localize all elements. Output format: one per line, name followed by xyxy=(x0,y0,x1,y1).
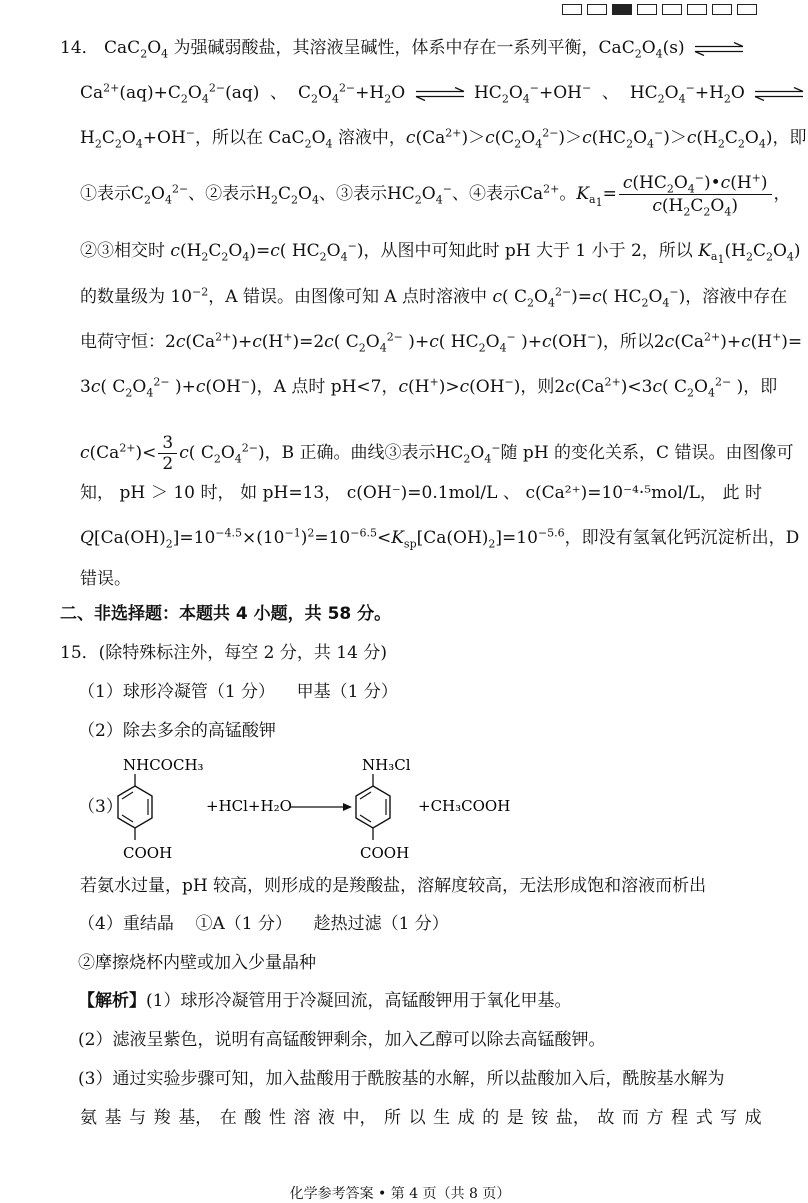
equilibrium-arrow-icon xyxy=(415,87,465,101)
reactant-bottom-group: COOH xyxy=(123,844,173,862)
q15-answer-2: （2）除去多余的高锰酸钾 xyxy=(78,721,276,741)
section-heading: 二、非选择题：本题共 4 小题，共 58 分。 xyxy=(60,604,392,624)
page-box xyxy=(562,4,582,15)
q15-answer-4-2: ②摩擦烧杯内壁或加入少量晶种 xyxy=(78,953,316,973)
q14-line-1: 14． $CaC_2O_4$ 为强碱弱酸盐，其溶液呈碱性，体系中存在一系列平衡，$CaC_2O_4(s)$ xyxy=(60,38,762,58)
q14-line-2: $Ca^{2+}(aq)+C_2O_4^{2-}(aq)$ 、 $C_2O_4^{2-}+H_2O$ $HC_2O_4^-+OH^-$ 、 $HC_2O_4^-+H_2O$ xyxy=(80,83,762,103)
ka1-fraction: $\frac{c(HC_2O_4^-)•c(H^+)}{c(H_2C_2O_4)}$ xyxy=(619,172,772,217)
q15-answer-1: （1）球形冷凝管（1 分） 甲基（1 分） xyxy=(78,682,398,702)
q14-line-10: 知， pH ＞ 10 时， 如 pH=13， c(OH⁻)=0.1mol/L 、 c(Ca²⁺)=10⁻⁴·⁵mol/L， 此 时 xyxy=(80,483,762,503)
q14-line-9: $c(Ca^{2+})<$ $\frac{3}{2}$ c( $C_2O_4^{2-}$)，B 正确。曲线③表示$HC_2O_4^-$随 pH 的变化关系，C 错误。由图像可 xyxy=(80,433,794,474)
page-indicator xyxy=(562,4,757,15)
reaction-scheme xyxy=(100,752,540,867)
page-box xyxy=(737,4,757,15)
q14-line-4: ①表示$C_2O_4^{2-}$、②表示$H_2C_2O_4$、③表示$HC_2O_4^-$、④表示$Ca^{2+}$。$K_{a_1}=$ $\frac{c(HC_2O_4^-)•c(H^+)}{c(H_2C_2O_4)}$ ， xyxy=(80,171,791,219)
q14-intro: 为强碱弱酸盐，其溶液呈碱性，体系中存在一系列平衡， xyxy=(173,38,599,58)
q14-line-3: $H_2C_2O_4+OH^-$，所以在 $CaC_2O_4$ 溶液中，$c(Ca^{2+})>c(C_2O_4^{2-})>c(HC_2O_4^-)>c(H_2C_2O_4)$，即 xyxy=(80,126,807,151)
page-footer: 化学参考答案 • 第 4 页（共 8 页） xyxy=(289,1186,511,1202)
analysis-line-2: (2）滤液呈紫色，说明有高锰酸钾剩余，加入乙醇可以除去高锰酸钾。 xyxy=(78,1030,606,1050)
q14-line-6: 的数量级为 $10^{-2}$，A 错误。由图像可知 A 点时溶液中 c( $C_2O_4^{2-})=c$( $HC_2O_4^-$)，溶液中存在 xyxy=(80,285,788,310)
q14-line-7: 电 荷 守 恒： $2c(Ca^{2+})+c(H^+)=2c$( $C_2O_4^{2-}$ )+c( $HC_2O_4^-$ )+c(OH−) ，所以 $2c(Ca^{2+})+c(H^+)=$ xyxy=(80,330,803,355)
page-box xyxy=(662,4,682,15)
reactant-top-group: NHCOCH₃ xyxy=(123,756,204,774)
page-box xyxy=(637,4,657,15)
analysis-line-1: 【解析】(1）球形冷凝管用于冷凝回流，高锰酸钾用于氧化甲基。 xyxy=(78,991,572,1011)
analysis-line-3: (3）通过实验步骤可知，加入盐酸用于酰胺基的水解，所以盐酸加入后，酰胺基水解为 xyxy=(78,1069,725,1089)
equilibrium-arrow-icon xyxy=(754,87,804,101)
q15-answer-3-note: 若氨水过量，pH 较高，则形成的是羧酸盐，溶解度较高，无法形成饱和溶液而析出 xyxy=(80,876,707,896)
reactant-benzene-ring xyxy=(118,774,152,840)
product-top-group: NH₃Cl xyxy=(362,756,411,774)
q15-heading: 15．(除特殊标注外，每空 2 分，共 14 分) xyxy=(60,643,387,663)
q14-line-12: 错误。 xyxy=(80,569,131,589)
question-number: 14． xyxy=(60,38,99,58)
reaction-arrow-head-icon xyxy=(343,803,352,811)
q15-answer-4: （4）重结晶 ①A（1 分） 趁热过滤（1 分） xyxy=(78,914,449,934)
page-box xyxy=(712,4,732,15)
page-box xyxy=(587,4,607,15)
page-box xyxy=(687,4,707,15)
byproduct: +CH₃COOH xyxy=(418,797,511,815)
equilibrium-arrow-icon xyxy=(694,42,744,56)
page-box-current xyxy=(612,4,632,15)
q15-answer-3-label: （3） xyxy=(78,797,123,817)
q14-line-5: ②③相交时 $c(H_2C_2O_4)=c$( $HC_2O_4^-$)，从图中可知此时 pH 大于 1 小于 2，所以 $K_{a_1}(H_2C_2O_4)$ xyxy=(80,239,801,267)
q14-line-8: 3c( $C_2O_4^{2-}$ )+c(OH−) ，A 点时 pH<7， c(H+)>c(OH−) ，则 $2c(Ca^{2+})<3c$( $C_2O_4^{2-}$ ) ，即 xyxy=(80,375,778,400)
product-bottom-group: COOH xyxy=(360,844,410,862)
product-benzene-ring xyxy=(356,774,390,840)
q14-line-11: $Q[Ca(OH)_2]=10^{-4.5}\times(10^{-1})^2=10^{-6.5}<K_{sp}[Ca(OH)_2]=10^{-5.6}$，即没有氢氧化钙沉淀析出，D xyxy=(80,526,800,551)
reagents: +HCl+H₂O xyxy=(206,797,292,815)
analysis-line-4: 氨 基 与 羧 基， 在 酸 性 溶 液 中， 所 以 生 成 的 是 铵 盐， 故 而 方 程 式 写 成 xyxy=(80,1108,762,1128)
